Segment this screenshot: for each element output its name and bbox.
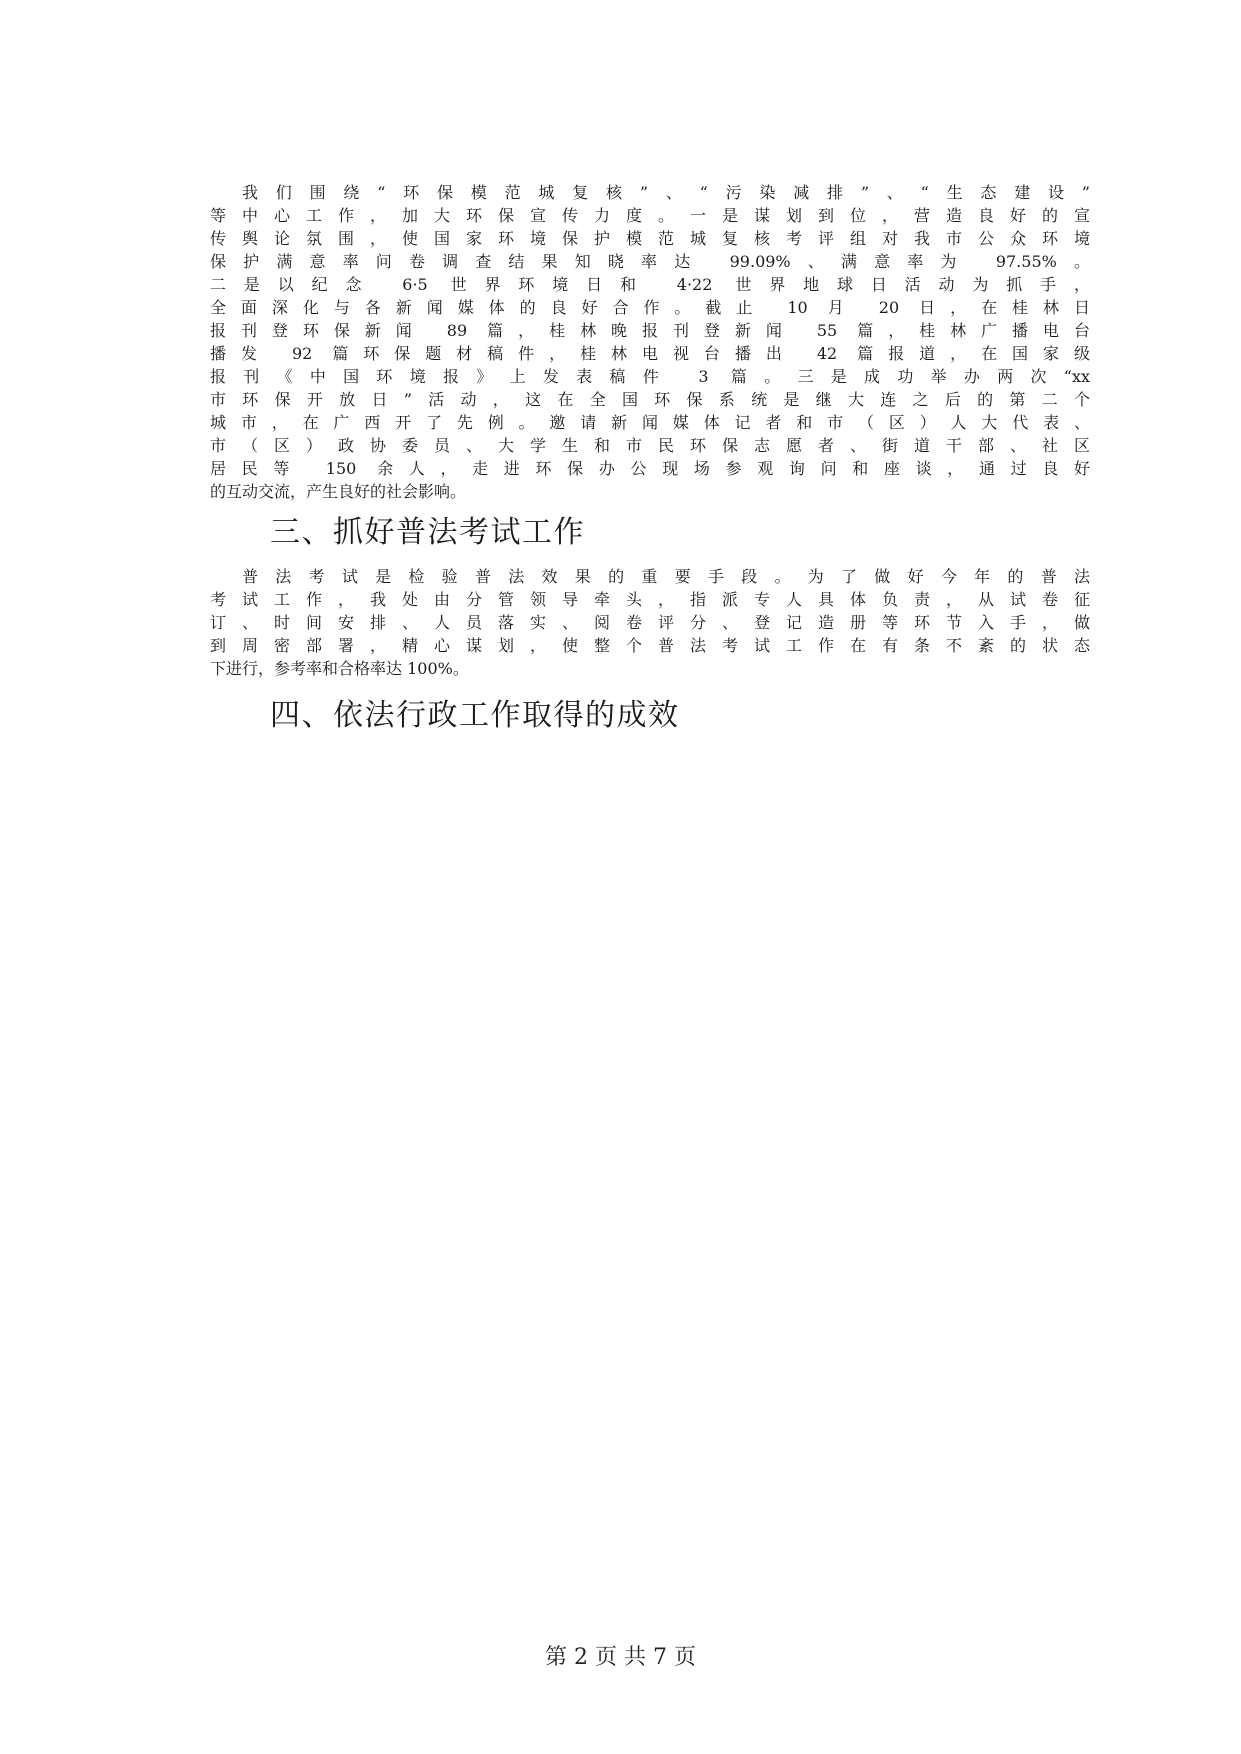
- paragraph-exam: [210, 564, 1090, 679]
- paragraph-line: 全面深化与各新闻媒体的良好合作。截止 10 月 20 日，在桂林日: [210, 298, 1090, 317]
- paragraph-line: 市环保开放日”活动，这在全国环保系统是继大连之后的第二个: [210, 390, 1090, 409]
- paragraph-line: 报刊《中国环境报》上发表稿件 3 篇。三是成功举办两次“xx: [210, 367, 1090, 386]
- section-heading-exam: 三、抓好普法考试工作: [270, 515, 585, 550]
- paragraph-line: 传舆论氛围，使国家环境保护模范城复核考评组对我市公众环境: [210, 229, 1090, 248]
- paragraph-line: 考试工作，我处由分管领导牵头，指派专人具体负责，从试卷征: [210, 589, 1090, 609]
- paragraph-line: 城市，在广西开了先例。邀请新闻媒体记者和市（区）人大代表、: [210, 413, 1090, 432]
- paragraph-line: 到周密部署，精心谋划，使整个普法考试工作在有条不紊的状态: [210, 635, 1090, 655]
- paragraph-line: 订、时间安排、人员落实、阅卷评分、登记造册等环节入手，做: [210, 612, 1090, 632]
- paragraph-line: 普法考试是检验普法效果的重要手段。为了做好今年的普法: [242, 566, 1090, 586]
- paragraph-publicity: [210, 180, 1090, 502]
- paragraph-line: 播发 92 篇环保题材稿件，桂林电视台播出 42 篇报道，在国家级: [210, 344, 1090, 363]
- paragraph-line: 我们围绕“环保模范城复核”、“污染减排”、“生态建设”: [242, 183, 1090, 202]
- page-number-footer: 第 2 页 共 7 页: [545, 1645, 696, 1670]
- document-body: [210, 180, 1090, 746]
- paragraph-line: 居民等 150 余人，走进环保办公现场参观询问和座谈，通过良好: [210, 459, 1090, 478]
- paragraph-line: 报刊登环保新闻 89 篇，桂林晚报刊登新闻 55 篇，桂林广播电台: [210, 321, 1090, 340]
- paragraph-line: 市（区）政协委员、大学生和市民环保志愿者、街道干部、社区: [210, 436, 1090, 455]
- paragraph-line: 的互动交流，产生良好的社会影响。: [210, 482, 467, 501]
- paragraph-line: 二是以纪念 6·5 世界环境日和 4·22 世界地球日活动为抓手，: [210, 275, 1090, 294]
- paragraph-line: 下进行，参考率和合格率达 100%。: [210, 658, 469, 678]
- paragraph-line: 保护满意率问卷调查结果知晓率达 99.09%、满意率为 97.55%。: [210, 252, 1090, 271]
- paragraph-line: 等中心工作，加大环保宣传力度。一是谋划到位，营造良好的宣: [210, 206, 1090, 225]
- section-heading-results: 四、依法行政工作取得的成效: [270, 697, 680, 733]
